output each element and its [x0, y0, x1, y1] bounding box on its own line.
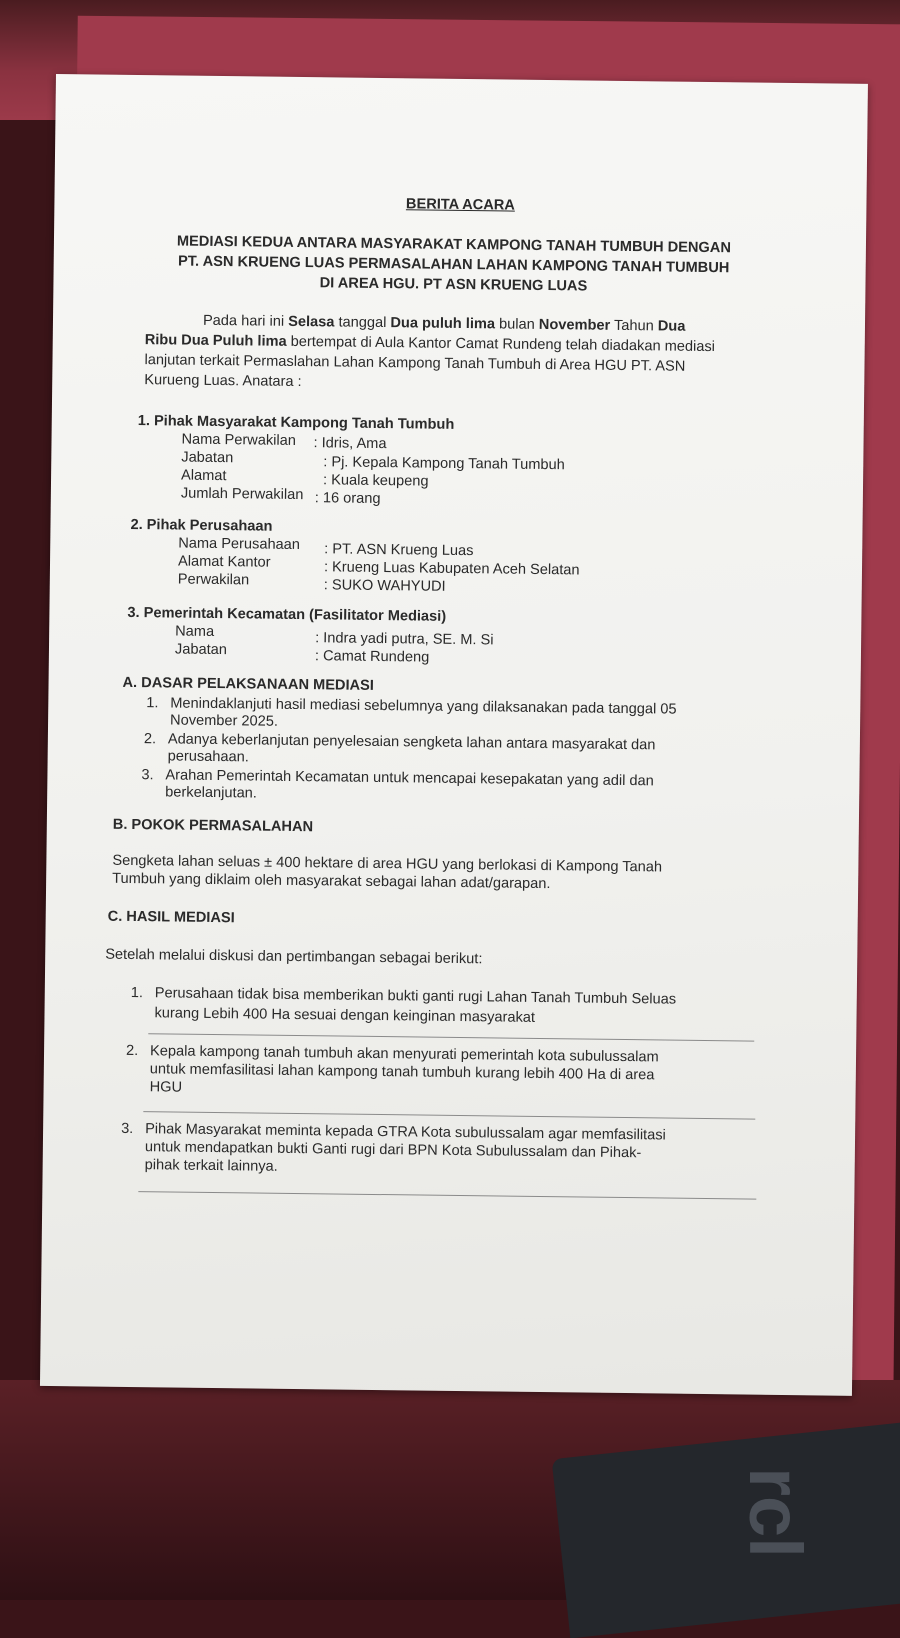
party-2-label: Alamat Kantor — [177, 553, 271, 571]
section-c-item-text: untuk mendapatkan bukti Ganti rugi dari BPN Kota Subulussalam dan Pihak- — [144, 1139, 642, 1162]
subtitle-line-1: MEDIASI KEDUA ANTARA MASYARAKAT KAMPONG TANAH TUMBUH DENGAN — [176, 233, 732, 257]
party-2-value: : SUKO WAHYUDI — [323, 577, 446, 595]
intro-year: Dua — [657, 318, 686, 335]
section-a-item-text: Arahan Pemerintah Kecamatan untuk mencapai kesepakatan yang adil dan — [165, 767, 654, 790]
section-a-item-text: perusahaan. — [167, 748, 249, 766]
section-a-item-text: Adanya keberlanjutan penyelesaian sengketa lahan antara masyarakat dan — [167, 731, 656, 754]
intro-text: Pada hari ini — [202, 312, 289, 330]
section-a-heading: A. DASAR PELAKSANAAN MEDIASI — [122, 674, 375, 694]
intro-month: November — [538, 316, 611, 334]
intro-date: Dua puluh lima — [390, 315, 496, 333]
document-paper — [40, 74, 868, 1396]
party-3-label: Nama — [175, 623, 215, 640]
section-a-item-number: 2. — [143, 731, 157, 748]
section-c-item-text: untuk memfasilitasi lahan kampong tanah tumbuh kurang lebih 400 Ha di area — [149, 1061, 655, 1084]
subtitle-line-2: PT. ASN KRUENG LUAS PERMASALAHAN LAHAN KAMPONG TANAH TUMBUH — [177, 253, 730, 277]
section-c-item-text: Pihak Masyarakat meminta kepada GTRA Kota subulussalam agar memfasilitasi — [145, 1121, 666, 1144]
party-3-label: Jabatan — [174, 641, 228, 659]
section-c-intro: Setelah melalui diskusi dan pertimbangan sebagai berikut: — [105, 946, 483, 968]
signature-line — [143, 1111, 755, 1119]
intro-text: bulan — [494, 316, 539, 333]
section-c-item-number: 3. — [121, 1120, 134, 1138]
section-c-item-text: Perusahaan tidak bisa memberikan bukti ganti rugi Lahan Tanah Tumbuh Seluas — [154, 985, 677, 1008]
party-3-value: : Indra yadi putra, SE. M. Si — [315, 630, 494, 649]
signature-line — [138, 1191, 756, 1200]
section-b-text-line-2: Tumbuh yang diklaim oleh masyarakat sebagai lahan adat/garapan. — [112, 870, 551, 893]
intro-text: tanggal — [334, 314, 391, 332]
party-1-label: Jumlah Perwakilan — [180, 485, 304, 504]
section-c-item-text: kurang Lebih 400 Ha sesuai dengan keinginan masyarakat — [154, 1005, 536, 1026]
intro-text: bertempat di Aula Kantor Camat Rundeng telah diadakan mediasi — [286, 333, 716, 356]
party-1-heading: 1. Pihak Masyarakat Kampong Tanah Tumbuh — [137, 413, 455, 433]
subtitle-line-3: DI AREA HGU. PT ASN KRUENG LUAS — [319, 275, 588, 295]
party-2-value: : PT. ASN Krueng Luas — [324, 541, 474, 560]
party-1-value: : Idris, Ama — [313, 435, 387, 453]
section-b-heading: B. POKOK PERMASALAHAN — [112, 816, 314, 836]
party-1-value: : Pj. Kepala Kampong Tanah Tumbuh — [323, 454, 565, 474]
party-1-value: : Kuala keupeng — [322, 472, 429, 490]
intro-day: Selasa — [288, 313, 335, 331]
party-3-heading: 3. Pemerintah Kecamatan (Fasilitator Mediasi) — [127, 604, 447, 625]
intro-text: Tahun — [610, 317, 658, 335]
section-a-item-text: Menindaklanjuti hasil mediasi sebelumnya yang dilaksanakan pada tanggal 05 — [170, 695, 677, 718]
section-a-item-text: berkelanjutan. — [165, 784, 258, 802]
party-2-value: : Krueng Luas Kabupaten Aceh Selatan — [323, 559, 580, 579]
document-title: BERITA ACARA — [405, 196, 515, 214]
section-b-text-line-1: Sengketa lahan seluas ± 400 hektare di area HGU yang berlokasi di Kampong Tanah — [112, 852, 663, 876]
intro-line-3: lanjutan terkait Permaslahan Lahan Kampong Tanah Tumbuh di Area HGU PT. ASN — [144, 352, 686, 375]
section-c-heading: C. HASIL MEDIASI — [107, 908, 235, 927]
party-3-value: : Camat Rundeng — [314, 648, 430, 666]
section-c-item-text: HGU — [149, 1079, 183, 1096]
party-2-heading: 2. Pihak Perusahaan — [130, 516, 273, 535]
party-1-label: Nama Perwakilan — [181, 431, 297, 449]
party-2-label: Perwakilan — [177, 571, 250, 589]
section-a-item-number: 3. — [141, 767, 154, 784]
section-a-item-number: 1. — [146, 695, 159, 712]
section-c-item-number: 1. — [130, 984, 144, 1002]
section-c-item-number: 2. — [125, 1042, 139, 1060]
intro-year: Ribu Dua Puluh lima — [144, 332, 287, 350]
party-1-label: Alamat — [181, 467, 227, 485]
section-a-item-text: November 2025. — [170, 712, 279, 730]
cloth-print-text: rcl — [733, 1467, 817, 1558]
section-c-item-text: Kepala kampong tanah tumbuh akan menyurati pemerintah kota subulussalam — [149, 1043, 659, 1066]
section-c-item-text: pihak terkait lainnya. — [144, 1157, 278, 1175]
intro-line-4: Kurueng Luas. Anatara : — [144, 372, 302, 391]
party-1-value: : 16 orang — [314, 490, 381, 507]
party-1-label: Jabatan — [181, 449, 234, 467]
party-2-label: Nama Perusahaan — [178, 535, 301, 554]
signature-line — [148, 1033, 754, 1041]
background-dark-cloth — [552, 1422, 900, 1638]
